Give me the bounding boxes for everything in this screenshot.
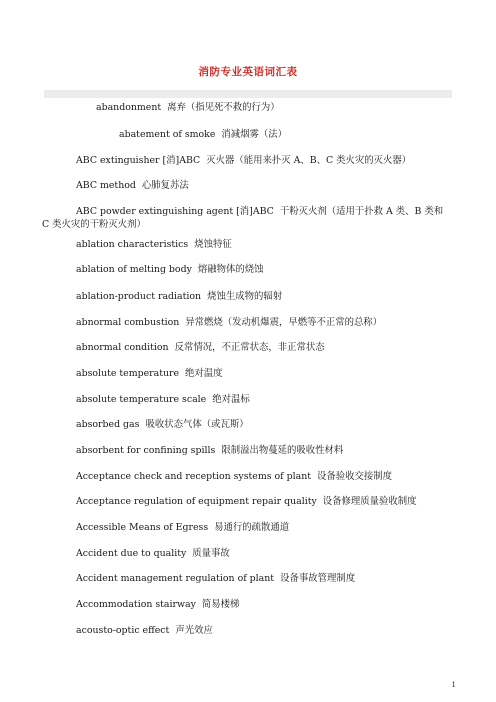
entry-definition: 心肺复苏法 [141, 180, 189, 191]
list-item [76, 572, 355, 585]
list-item [76, 547, 230, 560]
entry-definition: 离弃（指见死不救的行为） [167, 102, 280, 113]
list-item [76, 367, 223, 380]
list-item [76, 290, 282, 303]
entry-term: Acceptance regulation of equipment repair quality [76, 496, 317, 507]
entry-term: absorbent for confining spills [76, 445, 216, 456]
entry-term: absolute temperature [76, 368, 180, 379]
entry-term: ablation characteristics [76, 239, 189, 250]
entry-term: abatement of smoke [119, 129, 216, 140]
list-item [76, 263, 264, 276]
list-item [76, 238, 232, 251]
entry-definition: 绝对温标 [212, 394, 250, 405]
entry-definition: 绝对温度 [185, 368, 223, 379]
entry-term: ablation-product radiation [76, 291, 202, 302]
entry-term: absorbed gas [76, 419, 140, 430]
entry-term: abnormal condition [76, 342, 169, 353]
entry-term: acousto-optic effect [76, 625, 170, 636]
entry-term: ABC extinguisher [消]ABC [76, 155, 201, 166]
page-title: 消防专业英语词汇表 [198, 66, 298, 78]
list-item [76, 316, 382, 329]
list-item [76, 495, 417, 508]
entry-term: ablation of melting body [76, 264, 192, 275]
list-item [76, 624, 213, 637]
entry-definition: 易通行的疏散通道 [214, 522, 290, 533]
list-item [76, 521, 289, 534]
list-item [76, 179, 189, 192]
entry-term: absolute temperature scale [76, 394, 207, 405]
list-item [76, 341, 325, 354]
entry-definition: 烧蚀特征 [194, 239, 232, 250]
entry-definition: 吸收状态气体（或瓦斯） [145, 419, 249, 430]
list-item [76, 470, 392, 483]
entry-term: Acceptance check and reception systems of plant [76, 471, 312, 482]
entry-definition: 灭火器（能用来扑灭 A、B、C 类火灾的灭火器） [206, 155, 412, 166]
list-item [42, 205, 452, 231]
list-item [76, 418, 249, 431]
entry-definition: 熔融物体的烧蚀 [197, 264, 264, 275]
entry-term: ABC powder extinguishing agent [消]ABC [76, 206, 274, 217]
entry-definition: 质量事故 [192, 548, 230, 559]
list-item [119, 128, 287, 141]
entry-term: ABC method [76, 180, 136, 191]
entry-definition: 烧蚀生成物的辐射 [207, 291, 283, 302]
entry-definition: 异常燃烧（发动机爆震，早燃等不正常的总称） [185, 317, 383, 328]
entry-definition: 声光效应 [175, 625, 213, 636]
entry-definition: 干粉灭火剂（适用于扑救 A 类、B 类和 C 类火灾的干粉灭火剂） [42, 206, 444, 230]
entry-term: Accommodation stairway [76, 599, 196, 610]
entry-definition: 设备修理质量验收制度 [322, 496, 417, 507]
list-item [76, 154, 411, 167]
list-item [76, 444, 343, 457]
entry-term: Accessible Means of Egress [76, 522, 209, 533]
entry-term: Accident due to quality [76, 548, 187, 559]
header-band [44, 90, 452, 98]
entry-definition: 设备事故管理制度 [280, 573, 356, 584]
entry-definition: 限制溢出物蔓延的吸收性材料 [221, 445, 344, 456]
entry-definition: 反常情况，不正常状态，非正常状态 [174, 342, 325, 353]
entry-term: abandonment [96, 102, 162, 113]
entry-definition: 消减烟雾（法） [221, 129, 288, 140]
entry-definition: 简易楼梯 [201, 599, 240, 610]
entry-term: Accident management regulation of plant [76, 573, 275, 584]
list-item [76, 393, 250, 406]
entry-term: abnormal combustion [76, 317, 180, 328]
page-number: 1 [451, 681, 456, 689]
entry-definition: 设备验收交接制度 [317, 471, 393, 482]
list-item [96, 101, 280, 114]
list-item [76, 598, 239, 611]
